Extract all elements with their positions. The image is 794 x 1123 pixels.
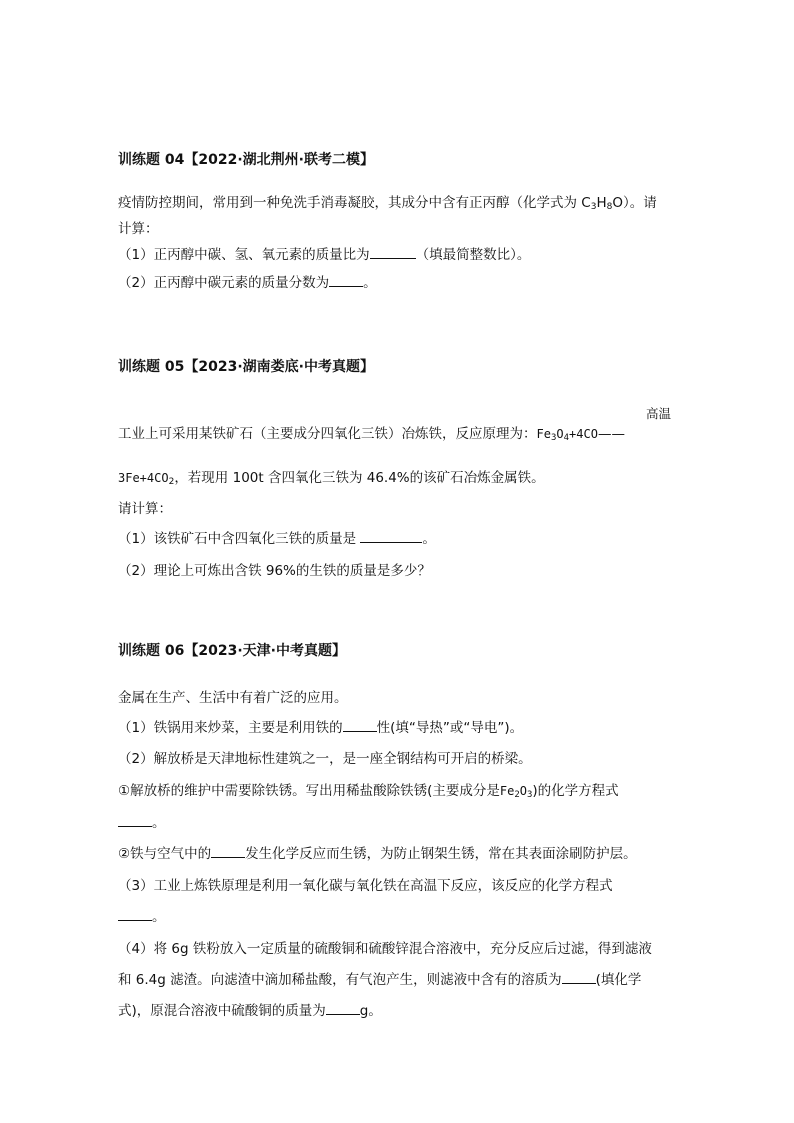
- formula-o: O: [519, 784, 527, 798]
- answer-blank[interactable]: [326, 1002, 360, 1015]
- s06-question-1: [118, 719, 523, 737]
- formula-sub-3: 3: [526, 790, 533, 800]
- s05-products: 3Fe+4CO: [118, 471, 169, 485]
- answer-blank[interactable]: [118, 908, 152, 921]
- s06-q2i-text: ①解放桥的维护中需要除铁锈。写出用稀盐酸除铁锈(主要成分是: [118, 783, 500, 799]
- formula-sub-2: 2: [514, 790, 520, 800]
- s06-question-2-i-answer: [118, 814, 166, 832]
- section-04-title: 训练题 04【2022·湖北荆州·联考二模】: [118, 152, 374, 168]
- s04-q1-tail: （填最简整数比）。: [415, 247, 531, 263]
- eq-rest: +4CO: [569, 427, 598, 441]
- s06-q4c-tail: g。: [359, 1003, 382, 1019]
- s05-q1-text: （1）该铁矿石中含四氧化三铁的质量是: [118, 531, 357, 547]
- answer-blank[interactable]: [343, 719, 377, 732]
- answer-blank[interactable]: [211, 845, 245, 858]
- s06-q2i-end: 。: [152, 815, 166, 831]
- answer-blank[interactable]: [118, 814, 152, 827]
- s04-paragraph-line2: 计算：: [118, 221, 159, 237]
- s05-sub-2: 2: [168, 477, 175, 487]
- s04-q1-text: （1）正丙醇中碳、氢、氧元素的质量比为: [118, 247, 370, 263]
- answer-blank[interactable]: [360, 530, 422, 543]
- s06-question-3-answer: [118, 908, 166, 926]
- s05-paragraph-line2: [118, 469, 545, 491]
- s04-paragraph-line1: [118, 194, 657, 216]
- s05-question-1: [118, 530, 436, 548]
- s04-question-1: [118, 246, 530, 264]
- s05-p2-text: ，若现用 100t 含四氧化三铁为 46.4%的该矿石冶炼金属铁。: [174, 470, 545, 486]
- s04-q2-text: （2）正丙醇中碳元素的质量分数为: [118, 275, 330, 291]
- s06-question-2-ii: [118, 845, 637, 863]
- s05-q1-tail: 。: [422, 531, 436, 547]
- answer-blank[interactable]: [370, 246, 416, 259]
- s06-q1-text: （1）铁锅用来炒菜，主要是利用铁的: [118, 720, 343, 736]
- s04-question-2: [118, 274, 377, 292]
- reaction-condition: 高温: [646, 406, 672, 421]
- s04-sub-c: 3: [590, 202, 597, 212]
- s06-question-4-line1: （4）将 6g 铁粉放入一定质量的硫酸铜和硫酸锌混合溶液中，充分反应后过滤，得到滤液: [118, 941, 652, 957]
- s06-q4c-text: 式)，原混合溶液中硫酸铜的质量为: [118, 1003, 326, 1019]
- section-05-title: 训练题 05【2023·湖南娄底·中考真题】: [118, 359, 374, 375]
- s06-question-4-line3: [118, 1002, 382, 1020]
- section-06-title: 训练题 06【2023·天津·中考真题】: [118, 643, 346, 659]
- s06-q2i-tail: )的化学方程式: [532, 783, 619, 799]
- s06-q4b-text: 和 6.4g 滤渣。向滤渣中滴加稀盐酸，有气泡产生，则滤液中含有的溶质为: [118, 972, 562, 988]
- s06-question-3: （3）工业上炼铁原理是利用一氧化碳与氧化铁在高温下反应，该反应的化学方程式: [118, 878, 613, 894]
- eq-sub-4: 4: [563, 433, 570, 443]
- s05-paragraph-line3: 请计算：: [118, 501, 172, 517]
- s06-question-4-line2: [118, 971, 641, 989]
- s06-q2ii-text: ②铁与空气中的: [118, 846, 212, 862]
- s04-q2-tail: 。: [363, 275, 377, 291]
- s04-p1-text: 疫情防控期间，常用到一种免洗手消毒凝胶，其成分中含有正丙醇（化学式为 C: [118, 195, 591, 211]
- s06-intro: 金属在生产、生活中有着广泛的应用。: [118, 690, 348, 706]
- s06-q3-end: 。: [152, 909, 166, 925]
- s06-question-2-i: [118, 782, 619, 804]
- s04-sub-h: 8: [606, 202, 613, 212]
- s05-equation: [537, 427, 598, 441]
- eq-fe: Fe: [536, 427, 551, 441]
- s06-question-2: （2）解放桥是天津地标性建筑之一，是一座全钢结构可开启的桥梁。: [118, 751, 532, 767]
- formula-fe: Fe: [499, 784, 515, 798]
- s05-paragraph-line1: [118, 425, 625, 447]
- answer-blank[interactable]: [562, 971, 596, 984]
- reaction-arrow: ——: [597, 426, 625, 442]
- eq-sub-3: 3: [550, 433, 557, 443]
- s06-q1-tail: 性(填“导热”或“导电”)。: [376, 720, 524, 736]
- s05-question-2: （2）理论上可炼出含铁 96%的生铁的质量是多少？: [118, 563, 431, 579]
- s04-h: H: [596, 195, 607, 211]
- s06-q2ii-tail: 发生化学反应而生锈，为防止钢架生锈，常在其表面涂刷防护层。: [245, 846, 637, 862]
- eq-o: O: [556, 427, 564, 441]
- s04-p1-tail: O）。请: [612, 195, 657, 211]
- answer-blank[interactable]: [329, 274, 363, 287]
- s06-q4b-tail: (填化学: [595, 972, 642, 988]
- s05-p1-text: 工业上可采用某铁矿石（主要成分四氧化三铁）冶炼铁，反应原理为：: [118, 426, 537, 442]
- s06-rust-formula: [500, 784, 533, 798]
